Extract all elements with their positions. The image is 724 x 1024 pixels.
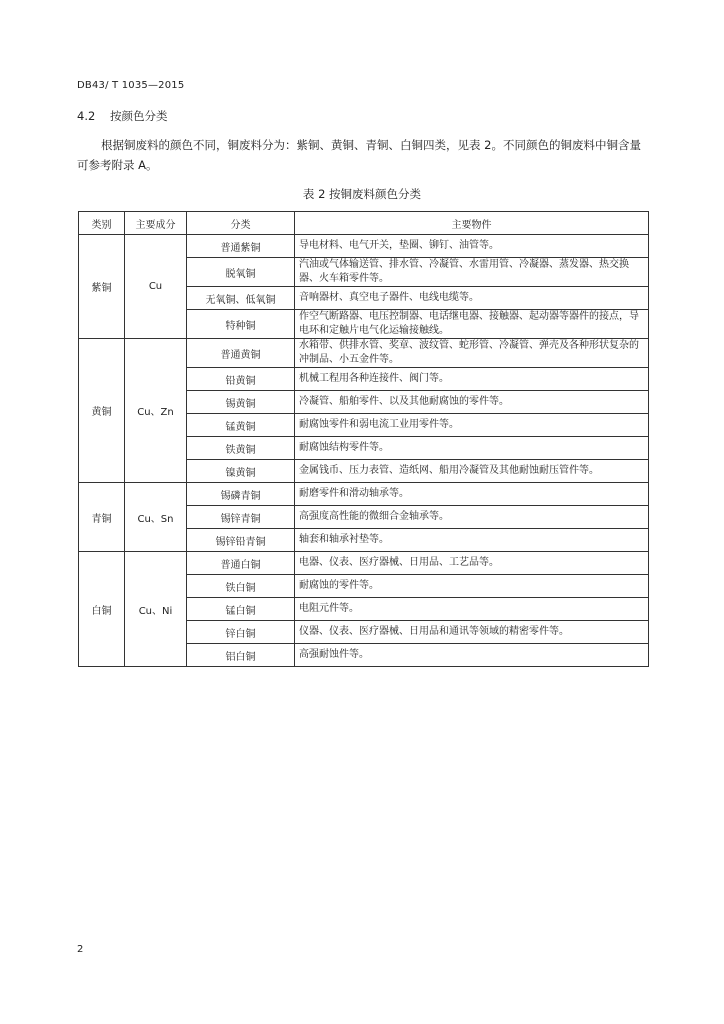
type-cell: 脱氧铜 bbox=[187, 258, 295, 287]
type-cell: 普通白铜 bbox=[187, 552, 295, 575]
category-cell: 紫铜 bbox=[79, 235, 125, 339]
type-cell: 铅黄铜 bbox=[187, 368, 295, 391]
type-cell: 锰黄铜 bbox=[187, 414, 295, 437]
type-cell: 锡锌铅青铜 bbox=[187, 529, 295, 552]
type-cell: 锡磷青铜 bbox=[187, 483, 295, 506]
type-cell: 无氧铜、低氧铜 bbox=[187, 287, 295, 310]
category-cell: 青铜 bbox=[79, 483, 125, 552]
category-cell: 白铜 bbox=[79, 552, 125, 667]
items-cell: 高强度高性能的微细合金轴承等。 bbox=[295, 506, 649, 529]
items-cell: 仪器、仪表、医疗器械、日用品和通讯等领域的精密零件等。 bbox=[295, 621, 649, 644]
header-items: 主要物件 bbox=[295, 212, 649, 235]
table-row bbox=[79, 339, 649, 368]
type-cell: 锌白铜 bbox=[187, 621, 295, 644]
table-caption: 表 2 按铜废料颜色分类 bbox=[302, 187, 422, 201]
composition-cell: Cu bbox=[125, 235, 187, 339]
table-row bbox=[79, 235, 649, 258]
table-header-row bbox=[79, 212, 649, 235]
items-cell: 高强耐蚀件等。 bbox=[295, 644, 649, 667]
category-cell: 黄铜 bbox=[79, 339, 125, 483]
items-cell: 轴套和轴承衬垫等。 bbox=[295, 529, 649, 552]
composition-cell: Cu、Ni bbox=[125, 552, 187, 667]
composition-cell: Cu、Sn bbox=[125, 483, 187, 552]
table-row bbox=[79, 552, 649, 575]
items-cell: 汽油或气体输送管、排水管、冷凝管、水雷用管、冷凝器、蒸发器、热交换器、火车箱零件等。 bbox=[295, 258, 649, 287]
items-cell: 导电材料、电气开关，垫圈、铆钉、油管等。 bbox=[295, 235, 649, 258]
header-category: 类别 bbox=[79, 212, 125, 235]
section-title: 按颜色分类 bbox=[110, 109, 168, 123]
type-cell: 镍黄铜 bbox=[187, 460, 295, 483]
type-cell: 锰白铜 bbox=[187, 598, 295, 621]
items-cell: 耐腐蚀的零件等。 bbox=[295, 575, 649, 598]
classification-table bbox=[78, 211, 649, 667]
type-cell: 铝白铜 bbox=[187, 644, 295, 667]
body-paragraph: 根据铜废料的颜色不同，铜废料分为：紫铜、黄铜、青铜、白铜四类，见表 2。不同颜色的铜废料中铜含量可参考附录 A。 bbox=[77, 138, 641, 172]
items-cell: 耐腐蚀结构零件等。 bbox=[295, 437, 649, 460]
items-cell: 耐磨零件和滑动轴承等。 bbox=[295, 483, 649, 506]
items-cell: 冷凝管、船舶零件、以及其他耐腐蚀的零件等。 bbox=[295, 391, 649, 414]
composition-cell: Cu、Zn bbox=[125, 339, 187, 483]
page-number: 2 bbox=[77, 944, 84, 955]
items-cell: 水箱带、供排水管、奖章、波纹管、蛇形管、冷凝管、弹壳及各种形状复杂的冲制品、小五金件等。 bbox=[295, 339, 649, 368]
items-cell: 金属钱币、压力表管、造纸网、船用冷凝管及其他耐蚀耐压管件等。 bbox=[295, 460, 649, 483]
items-cell: 机械工程用各种连接件、阀门等。 bbox=[295, 368, 649, 391]
items-cell: 电器、仪表、医疗器械、日用品、工艺品等。 bbox=[295, 552, 649, 575]
type-cell: 普通紫铜 bbox=[187, 235, 295, 258]
table-row bbox=[79, 483, 649, 506]
section-heading bbox=[77, 108, 168, 124]
items-cell: 作空气断路器、电压控制器、电话继电器、接触器、起动器等器件的接点，导电环和定触片电气化运输接触线。 bbox=[295, 310, 649, 339]
type-cell: 铁黄铜 bbox=[187, 437, 295, 460]
type-cell: 锡黄铜 bbox=[187, 391, 295, 414]
type-cell: 特种铜 bbox=[187, 310, 295, 339]
items-cell: 音响器材、真空电子器件、电线电缆等。 bbox=[295, 287, 649, 310]
items-cell: 电阻元件等。 bbox=[295, 598, 649, 621]
header-composition: 主要成分 bbox=[125, 212, 187, 235]
header-type: 分类 bbox=[187, 212, 295, 235]
type-cell: 普通黄铜 bbox=[187, 339, 295, 368]
type-cell: 铁白铜 bbox=[187, 575, 295, 598]
type-cell: 锡锌青铜 bbox=[187, 506, 295, 529]
section-number: 4.2 bbox=[77, 109, 96, 123]
items-cell: 耐腐蚀零件和弱电流工业用零件等。 bbox=[295, 414, 649, 437]
standard-code: DB43/ T 1035—2015 bbox=[77, 80, 185, 91]
